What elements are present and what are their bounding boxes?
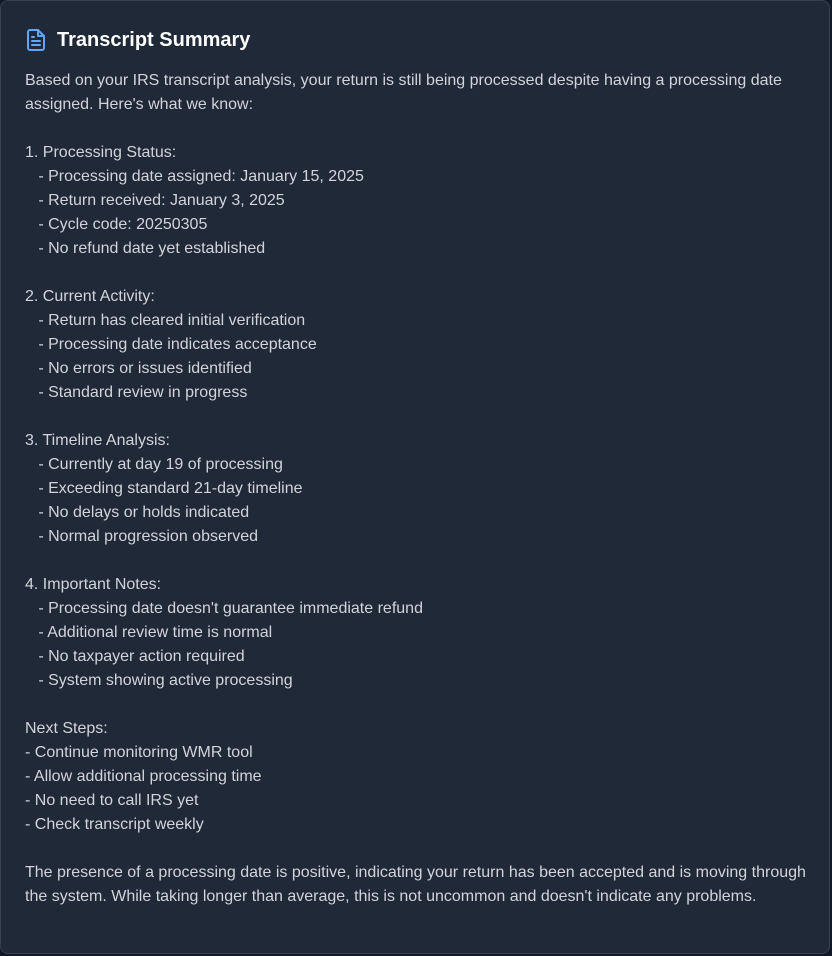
card-title: Transcript Summary bbox=[57, 28, 251, 51]
summary-text: Based on your IRS transcript analysis, your return is still being processed despite having a processing date assigned. Here's what we know: 1. Processing Status: - Processing date assigned: January 15, 2025 - Return received: January 3, 2025 - Cycle code: 20250305 - No refund date yet established 2. Current Activity: - Return has cleared initial verification - Processing date indicates acceptance - No errors or issues identified - Standard review in progress 3. Timeline Analysis: - Currently at day 19 of processing - Exceeding standard 21-day timeline - No delays or holds indicated - Normal progression observed 4. Important Notes: - Processing date doesn't guarantee immediate refund - Additional review time is normal - No taxpayer action required - System showing active processing Next Steps: - Continue monitoring WMR tool - Allow additional processing time - No need to call IRS yet - Check transcript weekly The presence of a processing date is positive, indicating your return has been accepted and is moving through the system. While taking longer than average, this is not uncommon and doesn't indicate any problems. bbox=[25, 72, 806, 905]
document-text-icon bbox=[24, 28, 48, 52]
card-header bbox=[24, 27, 250, 53]
